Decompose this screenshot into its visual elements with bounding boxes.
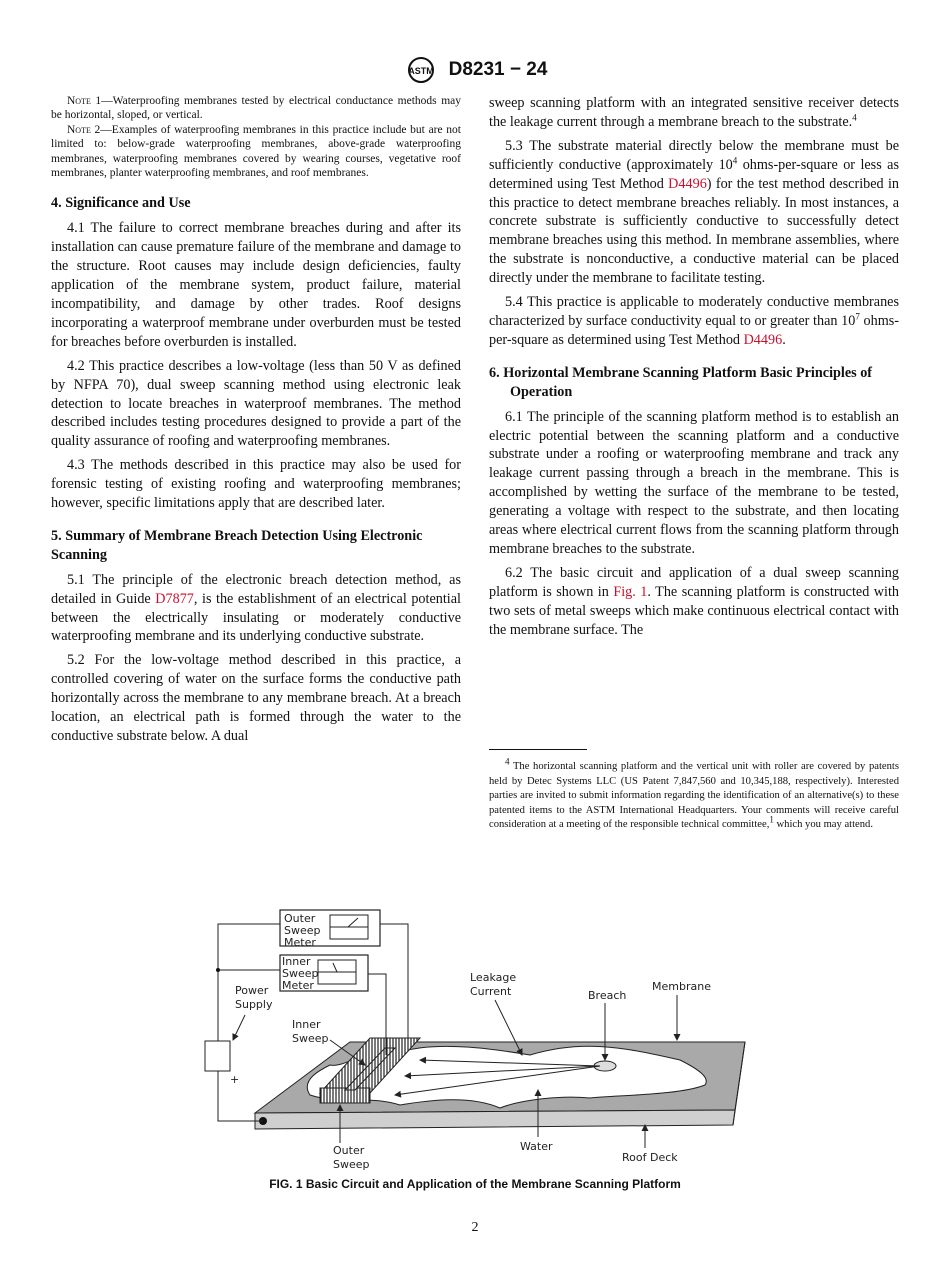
svg-text:ASTM: ASTM [407,66,434,76]
paragraph-6-1: 6.1 The principle of the scanning platform method is to establish an electric potential between the scanning platform and a conductive substrate under a roofing or waterproofing membrane and track any leakage current passing through a breach in the membrane. This is accomplished by wetting the surface of the membrane to be tested, generating a voltage with respect to the substrate, and then locating areas where electrical current flows from the scanning platform through membrane breaches to the substrate. [489,408,899,557]
footnote-ref-4[interactable]: 4 [852,112,857,123]
paragraph-5-2: 5.2 For the low-voltage method described in this practice, a controlled covering of water on the surface forms the conductive path horizontally across the membrane to any membrane breach. At a breach location, an electrical path is formed through the water to the conductive substrate below. A dual [51,652,461,744]
label-leakage-current-1: Leakage [470,971,517,984]
label-inner-meter-2: Sweep [282,967,319,980]
label-membrane: Membrane [652,980,711,993]
label-breach: Breach [588,989,627,1002]
note-2: Note 2—Examples of waterproofing membranes in this practice include but are not limited to: below-grade waterproofing membranes, above-grade waterproofing membranes, waterproofing membranes covered by wearing courses, vegetative roof membranes, planter waterproofing membranes, and roof membranes. [51,123,461,180]
label-power-supply-2: Supply [235,998,273,1011]
paragraph-5-1: 5.1 The principle of the electronic breach detection method, as detailed in Guide D7877, is the establishment of an electrical potential between the electrically insulating or moderately conductive waterproofing membrane and its underlying conductive substrate. [51,571,461,645]
label-outer-sweep-1: Outer [333,1144,365,1157]
scanning-platform-diagram [200,900,760,1170]
astm-logo-icon [403,56,439,84]
label-outer-meter-3: Meter [284,936,316,949]
label-inner-meter-1: Inner [282,955,311,968]
paragraph-4-3: 4.3 The methods described in this practice may also be used for forensic testing of existing roofing and waterproofing membranes; however, specific limitations apply that are described later. [51,457,461,512]
label-inner-meter-3: Meter [282,979,314,992]
note-1: Note 1—Waterproofing membranes tested by electrical conductance methods may be horizontal, sloped, or vertical. [51,95,461,122]
paragraph-4-1: 4.1 The failure to correct membrane breaches during and after its installation can cause premature failure of the membrane and damage to the structure. Root causes may include design deficiencies, faulty application of the membrane system, product failure, material incompatibility, and damage by other trades. Roof designs incorporating a waterproof membrane under overburden must be tested for breaches before overburden is installed. [51,220,461,350]
right-column [489,94,899,644]
label-plus: + [230,1073,240,1086]
paragraph-4-2: 4.2 This practice describes a low-voltage (less than 50 V as defined by NFPA 70), dual sweep scanning method using electronic leak detection to locate breaches in waterproof membranes. The method described includes testing procedures designed to provide a part of the quality assurance of roofing and waterproofing membranes. [51,357,461,450]
paragraph-5-3: 5.3 The substrate material directly below the membrane must be sufficiently conductive (approximately $10^4$ ohms-per-square or less as determined using Test Method D4496) for the test method described in this practice to detect membrane breaches reliably. In most instances, a concrete substrate is sufficiently conductive to successfully detect membrane breaches using this method. In membrane assemblies, where the substrate is nonconductive, a conductive material can be placed directly under the membrane to facilitate testing. [489,137,899,287]
page-number: 2 [471,1220,479,1235]
footnote-4: $^4$ The horizontal scanning platform and the vertical unit with roller are covered by patents held by Detec Systems LLC (US Patent 7,847,560 and 10,345,188, respectively). Interested parties are invited to submit information regarding the identification of an alternative(s) to these patented items to the ASTM International Headquarters. Your comments will receive careful consideration at a meeting of the responsible technical committee,$^1$ which you may attend. [489,756,899,831]
page-header [0,56,950,84]
link-fig-1[interactable]: Fig. 1 [613,583,648,600]
figure-caption: FIG. 1 Basic Circuit and Application of the Membrane Scanning Platform [269,1177,681,1191]
paragraph-5-4: 5.4 This practice is applicable to moderately conductive membranes characterized by surface conductivity equal to or greater than $10^7$ ohms-per-square as determined using Test Method D4496. [489,294,900,348]
label-outer-sweep-2: Sweep [333,1158,370,1170]
label-leakage-current-2: Current [470,985,512,998]
link-d4496[interactable]: D4496 [668,175,707,192]
footnote-divider [489,749,587,750]
link-d4496-2[interactable]: D4496 [743,331,783,348]
label-power-supply-1: Power [235,984,269,997]
label-outer-meter-1: Outer [284,912,316,925]
section-4-heading: 4. Significance and Use [51,195,191,212]
figure-1-diagram [200,900,760,1170]
section-5-heading: 5. Summary of Membrane Breach Detection Using Electronic Scanning [51,527,423,563]
left-column [51,94,461,751]
label-roof-deck: Roof Deck [622,1151,678,1164]
paragraph-5-2-continued: sweep scanning platform with an integrated sensitive receiver detects the leakage current through a membrane breach to the substrate.$^4$ [489,95,899,130]
paragraph-6-2: 6.2 The basic circuit and application of a dual sweep scanning platform is shown in Fig. 1. The scanning platform is constructed with two sets of metal sweeps which make continuous electrical contact with the membrane surface. The [489,564,899,638]
label-inner-sweep-2: Sweep [292,1032,329,1045]
label-inner-sweep-1: Inner [292,1018,321,1031]
section-6-heading: 6. Horizontal Membrane Scanning Platform Basic Principles of Operation [489,364,873,400]
label-water: Water [520,1140,553,1153]
document-designation: D8231 − 24 [448,59,548,80]
link-d7877[interactable]: D7877 [155,590,194,607]
label-outer-meter-2: Sweep [284,924,321,937]
